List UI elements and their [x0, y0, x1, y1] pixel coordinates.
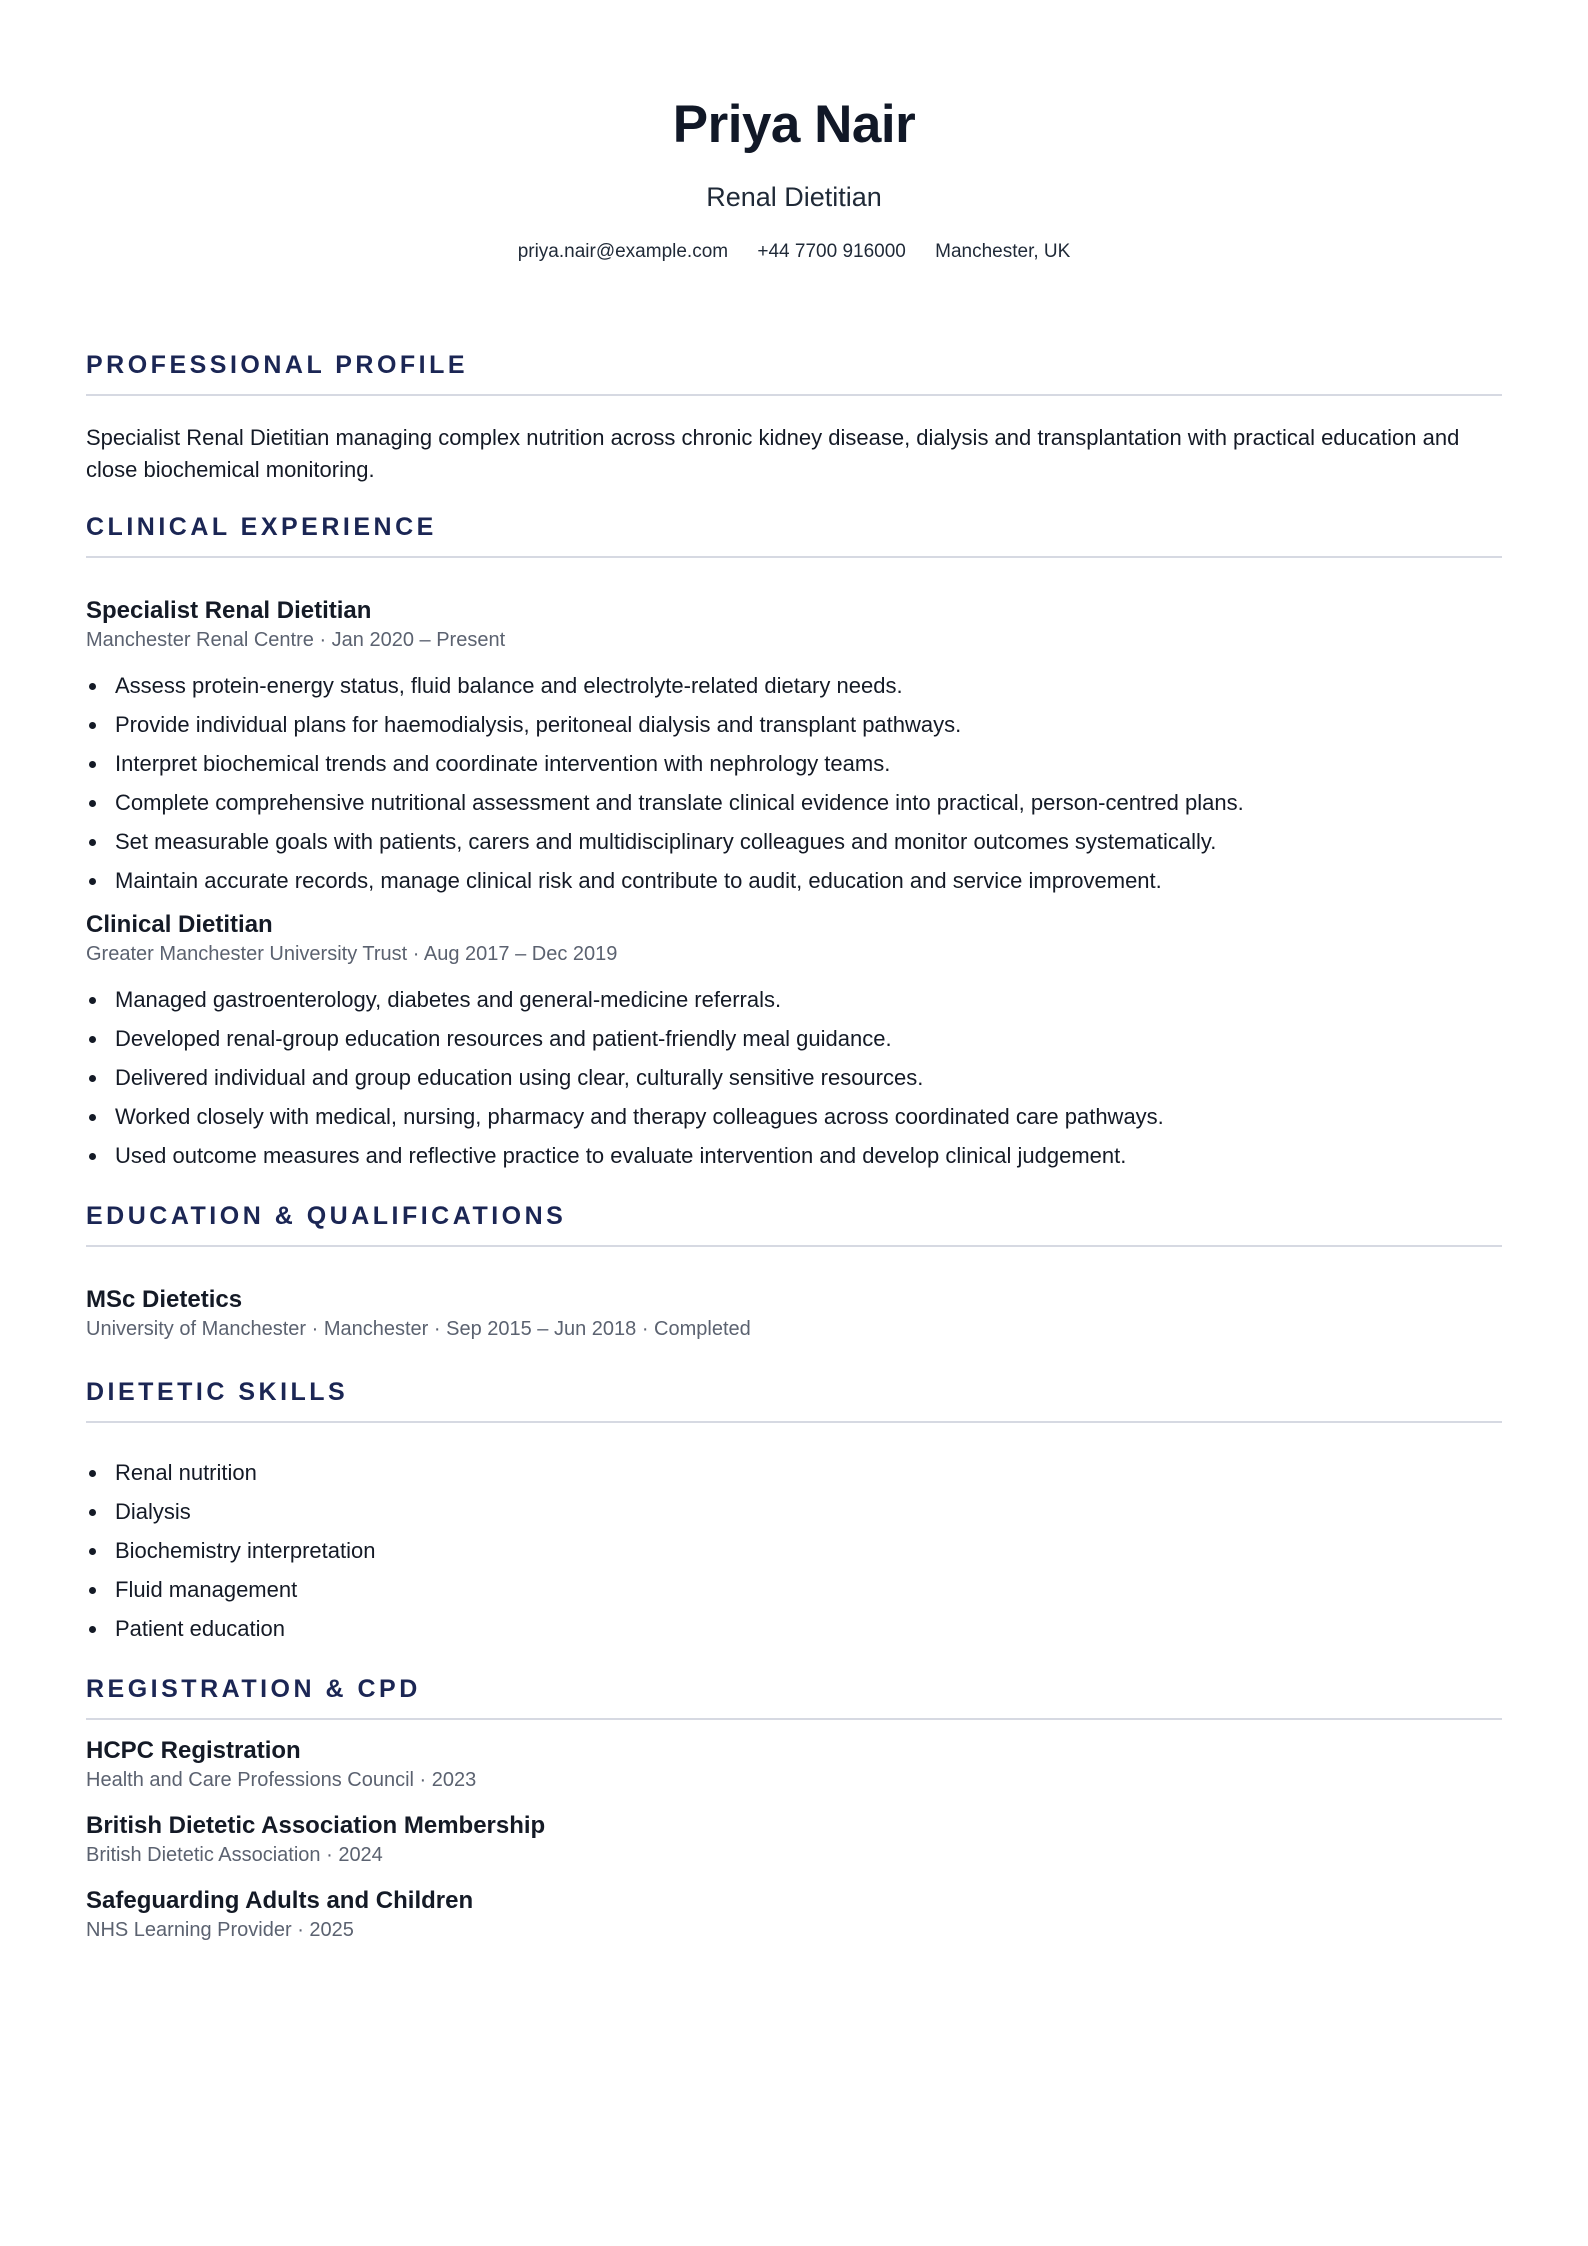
- registration-title: Safeguarding Adults and Children: [86, 1887, 474, 1914]
- skill-item: Dialysis: [86, 1492, 1502, 1531]
- skill-item: Biochemistry interpretation: [86, 1531, 1502, 1570]
- registration-meta: Health and Care Professions Council · 2023: [86, 1769, 477, 1791]
- registration-entry: [86, 1736, 1502, 1794]
- skill-item: Fluid management: [86, 1570, 1502, 1609]
- experience-section: [86, 512, 1502, 1175]
- job-title: Specialist Renal Dietitian: [86, 597, 372, 624]
- skill-item: Renal nutrition: [86, 1453, 1502, 1492]
- profile-heading: PROFESSIONAL PROFILE: [86, 350, 1502, 396]
- list-item: Assess protein-energy status, fluid balance and electrolyte-related dietary needs.: [86, 666, 1502, 705]
- registration-title: British Dietetic Association Membership: [86, 1812, 546, 1839]
- list-item: Developed renal-group education resources and patient-friendly meal guidance.: [86, 1019, 1502, 1058]
- registration-title: HCPC Registration: [86, 1737, 301, 1764]
- education-entry: [86, 1285, 1502, 1343]
- skills-list: [86, 1453, 1502, 1648]
- resume-header: [86, 0, 1502, 264]
- registration-entry: [86, 1811, 1502, 1869]
- list-item: Managed gastroenterology, diabetes and general-medicine referrals.: [86, 980, 1502, 1019]
- profile-text: Specialist Renal Dietitian managing complex nutrition across chronic kidney disease, dialysis and transplantation with practical education and close biochemical monitoring.: [86, 425, 1460, 482]
- list-item: Delivered individual and group education using clear, culturally sensitive resources.: [86, 1058, 1502, 1097]
- job-title: Clinical Dietitian: [86, 911, 273, 938]
- skills-heading: DIETETIC SKILLS: [86, 1377, 1502, 1423]
- registration-heading: REGISTRATION & CPD: [86, 1674, 1502, 1720]
- registration-entry: [86, 1886, 1502, 1944]
- skills-section: [86, 1377, 1502, 1648]
- list-item: Interpret biochemical trends and coordinate intervention with nephrology teams.: [86, 744, 1502, 783]
- profile-section: [86, 350, 1502, 486]
- contact-email: priya.nair@example.com: [517, 241, 729, 262]
- registration-meta: NHS Learning Provider · 2025: [86, 1919, 354, 1941]
- candidate-name: Priya Nair: [672, 95, 916, 154]
- contact-location: Manchester, UK: [935, 241, 1071, 262]
- experience-heading: CLINICAL EXPERIENCE: [86, 512, 1502, 558]
- job-bullets: [86, 666, 1502, 900]
- job-meta: Greater Manchester University Trust · Aug 2017 – Dec 2019: [86, 943, 618, 965]
- degree-title: MSc Dietetics: [86, 1286, 243, 1313]
- education-heading: EDUCATION & QUALIFICATIONS: [86, 1201, 1502, 1247]
- registration-meta: British Dietetic Association · 2024: [86, 1844, 383, 1866]
- job-title: Renal Dietitian: [706, 182, 882, 212]
- list-item: Maintain accurate records, manage clinical risk and contribute to audit, education and service improvement.: [86, 861, 1502, 900]
- list-item: Used outcome measures and reflective practice to evaluate intervention and develop clinical judgement.: [86, 1136, 1502, 1175]
- degree-meta: University of Manchester · Manchester · Sep 2015 – Jun 2018 · Completed: [86, 1318, 751, 1340]
- job-entry: [86, 910, 1502, 1175]
- education-section: [86, 1201, 1502, 1343]
- contact-phone: +44 7700 916000: [757, 241, 906, 262]
- job-meta: Manchester Renal Centre · Jan 2020 – Present: [86, 629, 506, 651]
- list-item: Worked closely with medical, nursing, pharmacy and therapy colleagues across coordinated care pathways.: [86, 1097, 1502, 1136]
- contact-line: [86, 240, 1502, 264]
- list-item: Complete comprehensive nutritional assessment and translate clinical evidence into practical, person-centred plans.: [86, 783, 1502, 822]
- skill-item: Patient education: [86, 1609, 1502, 1648]
- job-bullets: [86, 980, 1502, 1175]
- list-item: Provide individual plans for haemodialysis, peritoneal dialysis and transplant pathways.: [86, 705, 1502, 744]
- list-item: Set measurable goals with patients, carers and multidisciplinary colleagues and monitor outcomes systematically.: [86, 822, 1502, 861]
- job-entry: [86, 596, 1502, 900]
- registration-section: [86, 1674, 1502, 1944]
